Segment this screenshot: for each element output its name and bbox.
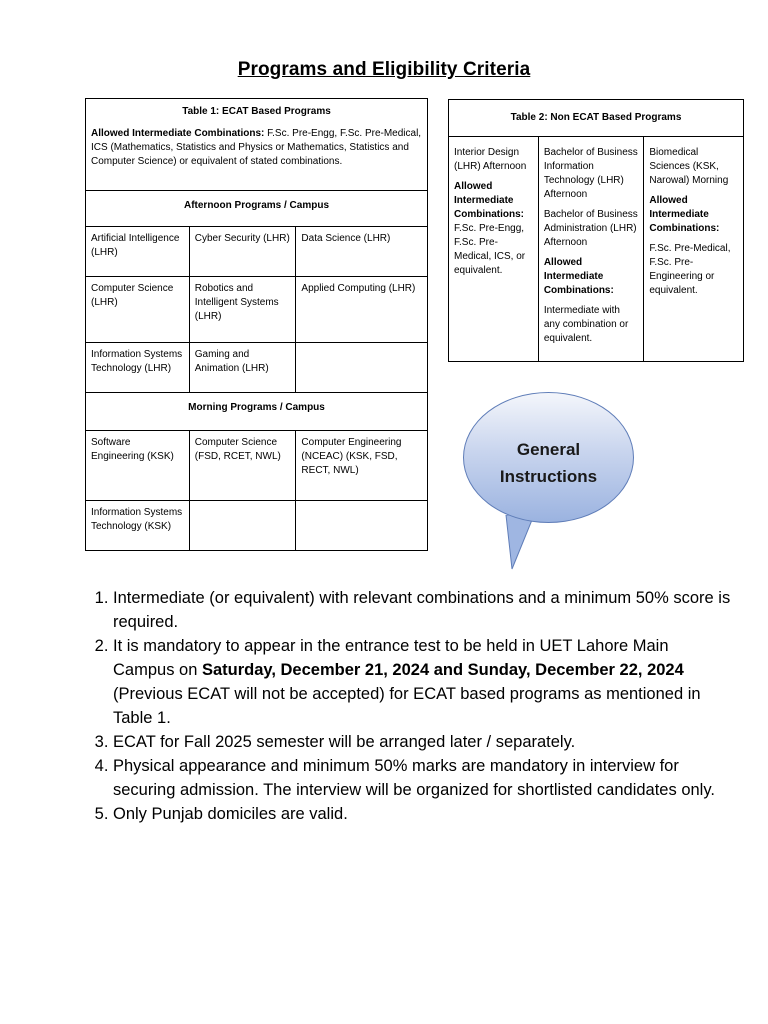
instructions-list [84,586,733,826]
program-cell: Information Systems Technology (LHR) [86,343,190,393]
list-item [113,634,733,730]
program-name: Bachelor of Business Information Technology (LHR) Afternoon [543,147,638,200]
program-name: Interior Design (LHR) Afternoon [454,147,527,172]
list-item: 4. Physical appearance and minimum 50% marks are mandatory in interview for securing admission. The interview will be organized for shortlisted candidates only. [113,754,733,802]
non-ecat-col-3 [644,137,744,362]
page-title: Programs and Eligibility Criteria [237,59,531,80]
program-cell: Computer Science (FSD, RCET, NWL) [189,431,296,501]
allowed-text: F.Sc. Pre-Engg, F.Sc. Pre-Medical, ICS (Mathematics, Statistics and Physics or Mathematics, Statistics and Computer Science) or equivalent of stated combinations. [91,128,422,167]
table2-caption: Table 2: Non ECAT Based Programs [449,100,744,137]
table1-header-cell [86,99,428,191]
program-name: Bachelor of Business Administration (LHR) Afternoon [543,209,638,248]
program-cell: Gaming and Animation (LHR) [189,343,296,393]
list-item: 3. ECAT for Fall 2025 semester will be arranged later / separately. [113,730,733,754]
program-cell: Data Science (LHR) [296,227,428,277]
program-cell: Cyber Security (LHR) [189,227,296,277]
item-text: (Previous ECAT will not be accepted) for ECAT based programs as mentioned in Table 1. [113,685,701,727]
program-cell: Applied Computing (LHR) [296,277,428,343]
allowed-label: Allowed Intermediate Combinations: [649,195,720,234]
non-ecat-col-1 [449,137,539,362]
program-cell: Robotics and Intelligent Systems (LHR) [189,277,296,343]
allowed-text: F.Sc. Pre-Engg, F.Sc. Pre-Medical, ICS, or equivalent. [454,223,526,276]
table1-allowed-combinations [91,127,422,169]
program-cell [189,501,296,551]
afternoon-header: Afternoon Programs / Campus [86,191,428,227]
allowed-label: Allowed Intermediate Combinations: [454,181,524,220]
allowed-text: Intermediate with any combination or equivalent. [543,305,629,344]
program-cell: Information Systems Technology (KSK) [86,501,190,551]
program-cell [296,501,428,551]
list-item: 1. Intermediate (or equivalent) with relevant combinations and a minimum 50% score is required. [113,586,733,634]
table1-caption: Table 1: ECAT Based Programs [182,106,331,117]
morning-header: Morning Programs / Campus [86,393,428,431]
ecat-programs-table [85,98,428,551]
callout-line-2: Instructions [499,467,598,486]
allowed-text: F.Sc. Pre-Medical, F.Sc. Pre-Engineering or equivalent. [649,243,731,296]
program-cell: Artificial Intelligence (LHR) [86,227,190,277]
allowed-label: Allowed Intermediate Combinations: [91,128,265,139]
program-cell: Computer Engineering (NCEAC) (KSK, FSD, RECT, NWL) [296,431,428,501]
allowed-label: Allowed Intermediate Combinations: [543,257,614,296]
non-ecat-programs-table [448,99,744,362]
test-dates: Saturday, December 21, 2024 and Sunday, December 22, 2024 [201,661,684,679]
program-cell: Computer Science (LHR) [86,277,190,343]
program-cell: Software Engineering (KSK) [86,431,190,501]
non-ecat-col-2 [538,137,644,362]
list-item: 5. Only Punjab domiciles are valid. [113,802,733,826]
program-cell [296,343,428,393]
item-text: It is mandatory to appear in the entrance test to be held in UET Lahore Main Campus on [113,637,669,679]
callout-tail-icon [500,515,560,575]
program-name: Biomedical Sciences (KSK, Narowal) Morning [649,147,729,186]
callout-text [463,436,634,490]
callout-line-1: General [516,440,581,459]
